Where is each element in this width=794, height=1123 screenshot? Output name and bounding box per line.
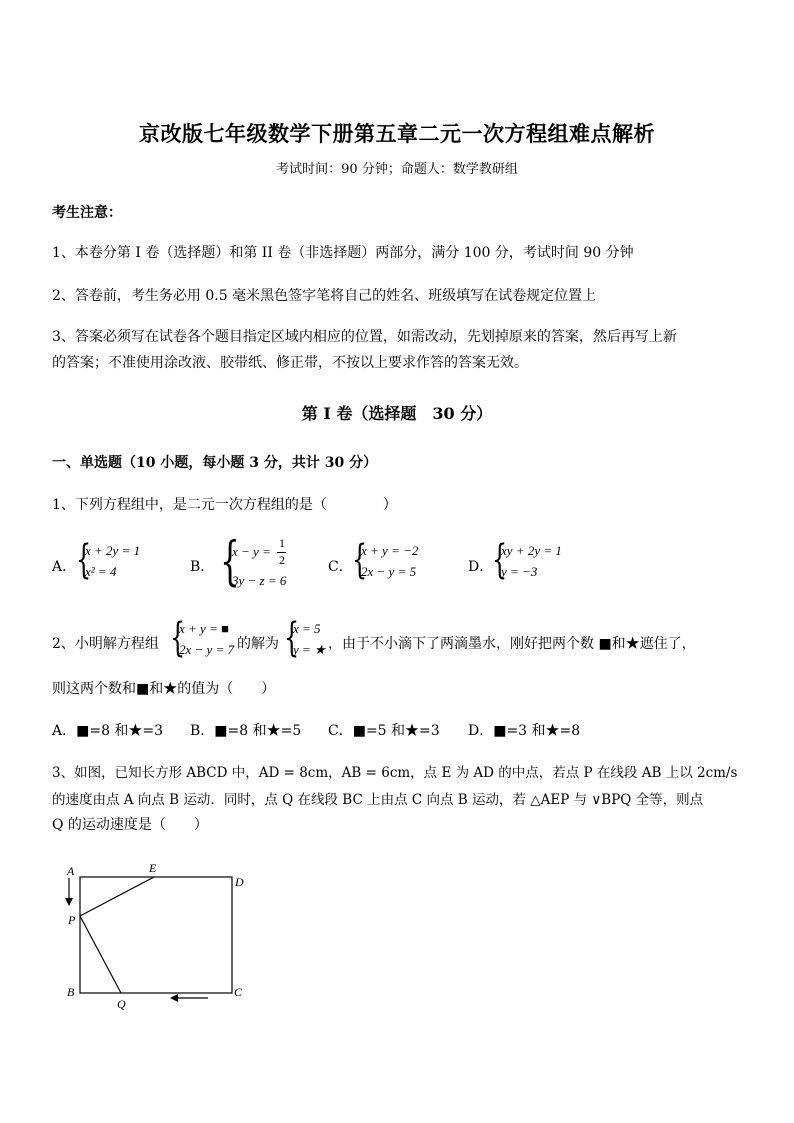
question-3-line: 的速度由点 A 向点 B 运动．同时，点 Q 在线段 BC 上由点 C 向点 B 运动，若 △AEP 与 ∨BPQ 全等，则点 [52, 792, 704, 808]
label-e: E [149, 861, 157, 875]
option-label: B． [190, 559, 215, 575]
brace: { [284, 615, 300, 661]
label-d: D [235, 875, 244, 889]
brace: { [220, 532, 240, 592]
label-c: C [234, 985, 243, 999]
segment-pe [80, 877, 154, 916]
option-label: D． [468, 559, 494, 575]
notice-item: 的答案；不准使用涂改液、胶带纸、修正带，不按以上要求作答的答案无效。 [52, 355, 528, 371]
equation: x² = 4 [85, 564, 117, 579]
question-2-stem-b: 的解为 [237, 636, 279, 652]
option-label: A． [52, 559, 77, 575]
fraction-numerator: 1 [279, 536, 285, 550]
option-label: C． [328, 559, 353, 575]
segment-pq [80, 916, 121, 993]
q2-option-b[interactable]: B．■=8 和★=5 [190, 723, 302, 739]
brace: { [352, 537, 368, 583]
question-2-stem-d: 则这两个数和■和★的值为（ ） [52, 681, 276, 697]
equation: xy + 2y = 1 [501, 543, 562, 558]
question-3-line: Q 的运动速度是（ ） [52, 817, 208, 833]
section-title: 第 I 卷（选择题 30 分） [301, 404, 493, 423]
rectangle-figure [60, 858, 260, 1018]
notice-heading: 考生注意： [52, 205, 122, 221]
equation: y = −3 [501, 564, 538, 579]
equation: y = ★ [293, 642, 326, 657]
label-p: P [68, 913, 76, 927]
label-q: Q [117, 997, 126, 1011]
notice-item: 1、本卷分第 I 卷（选择题）和第 II 卷（非选择题）两部分，满分 100 分，考试时间 90 分钟 [52, 245, 634, 261]
equation: x + y = ■ [179, 621, 229, 636]
fraction-denominator: 2 [279, 553, 285, 567]
equation: 2x − y = 7 [179, 642, 235, 657]
equation: x = 5 [293, 621, 321, 636]
brace: { [492, 537, 508, 583]
arrow-down-head [65, 898, 73, 906]
page-title: 京改版七年级数学下册第五章二元一次方程组难点解析 [139, 121, 655, 146]
question-2-stem-a: 2、小明解方程组 [52, 636, 159, 652]
arrow-left-head [170, 994, 178, 1002]
q2-option-d[interactable]: D．■=3 和★=8 [468, 723, 581, 739]
question-3-line: 3、如图，已知长方形 ABCD 中，AD = 8cm，AB = 6cm，点 E 为 AD 的中点，若点 P 在线段 AB 上以 2cm/s [52, 765, 738, 781]
label-a: A [67, 864, 75, 878]
brace: { [170, 615, 186, 661]
rectangle-abcd [80, 877, 232, 993]
question-1-stem: 1、下列方程组中，是二元一次方程组的是（ ） [52, 497, 397, 513]
notice-item: 3、答案必须写在试卷各个题目指定区域内相应的位置，如需改动，先划掉原来的答案，然后再写上新 [52, 329, 677, 345]
q2-option-a[interactable]: A．■=8 和★=3 [52, 723, 164, 739]
q2-option-c[interactable]: C．■=5 和★=3 [328, 723, 440, 739]
part-heading: 一、单选题（10 小题，每小题 3 分，共计 30 分） [52, 455, 378, 471]
equation: 2x − y = 5 [361, 564, 417, 579]
equation: 3y − z = 6 [232, 573, 287, 588]
brace: { [76, 537, 92, 583]
equation: x − y = [232, 544, 271, 559]
notice-item: 2、答卷前，考生务必用 0.5 毫米黑色签字笔将自己的姓名、班级填写在试卷规定位置上 [52, 288, 597, 304]
equation: x + y = −2 [361, 543, 419, 558]
equation: x + 2y = 1 [85, 543, 141, 558]
label-b: B [67, 985, 75, 999]
exam-info: 考试时间：90 分钟；命题人：数学教研组 [276, 162, 518, 177]
question-2-stem-c: ，由于不小滴下了两滴墨水，刚好把两个数 ■和★遮住了， [328, 636, 696, 652]
